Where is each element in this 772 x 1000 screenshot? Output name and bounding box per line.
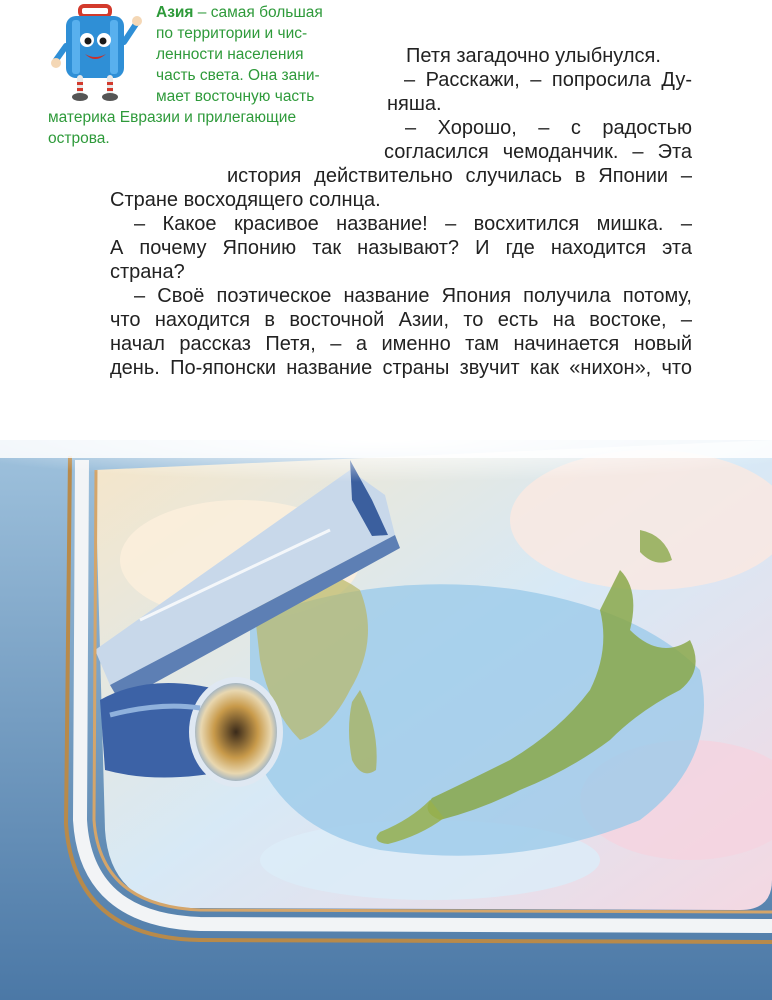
story-line: история действительно случилась в Японии –: [227, 165, 692, 187]
story-line: страна?: [110, 261, 185, 283]
story-line: А почему Японию так называют? И где находится эта: [110, 237, 692, 259]
story-line: – Своё поэтическое название Япония получила потому,: [134, 285, 692, 307]
note-line: по территории и чис-: [156, 25, 308, 42]
note-line: Азия – самая большая: [156, 4, 323, 21]
note-term: Азия: [156, 4, 194, 21]
story-line: начал рассказ Петя, – а именно там начинается новый: [110, 333, 692, 355]
story-line: – Расскажи, – попросила Ду-: [404, 69, 692, 91]
story-line: Петя загадочно улыбнулся.: [406, 45, 661, 67]
note-line: острова.: [48, 130, 110, 147]
story-line: Стране восходящего солнца.: [110, 189, 381, 211]
story-line: день. По-японски название страны звучит как «нихон», что: [110, 357, 692, 379]
note-line: ленности населения: [156, 46, 304, 63]
story-line: – Хорошо, – с радостью: [405, 117, 692, 139]
airplane-window-japan-illustration: [0, 440, 772, 1000]
note-line: материка Евразии и прилегающие: [48, 109, 297, 126]
story-line: согласился чемоданчик. – Эта: [384, 141, 692, 163]
story-line: что находится в восточной Азии, то есть на востоке, –: [110, 309, 692, 331]
note-line: мает восточную часть: [156, 88, 315, 105]
suitcase-mascot-icon: [50, 2, 146, 102]
story-line: няша.: [387, 93, 442, 115]
story-line: – Какое красивое название! – восхитился мишка. –: [134, 213, 692, 235]
note-line: часть света. Она зани-: [156, 67, 320, 84]
